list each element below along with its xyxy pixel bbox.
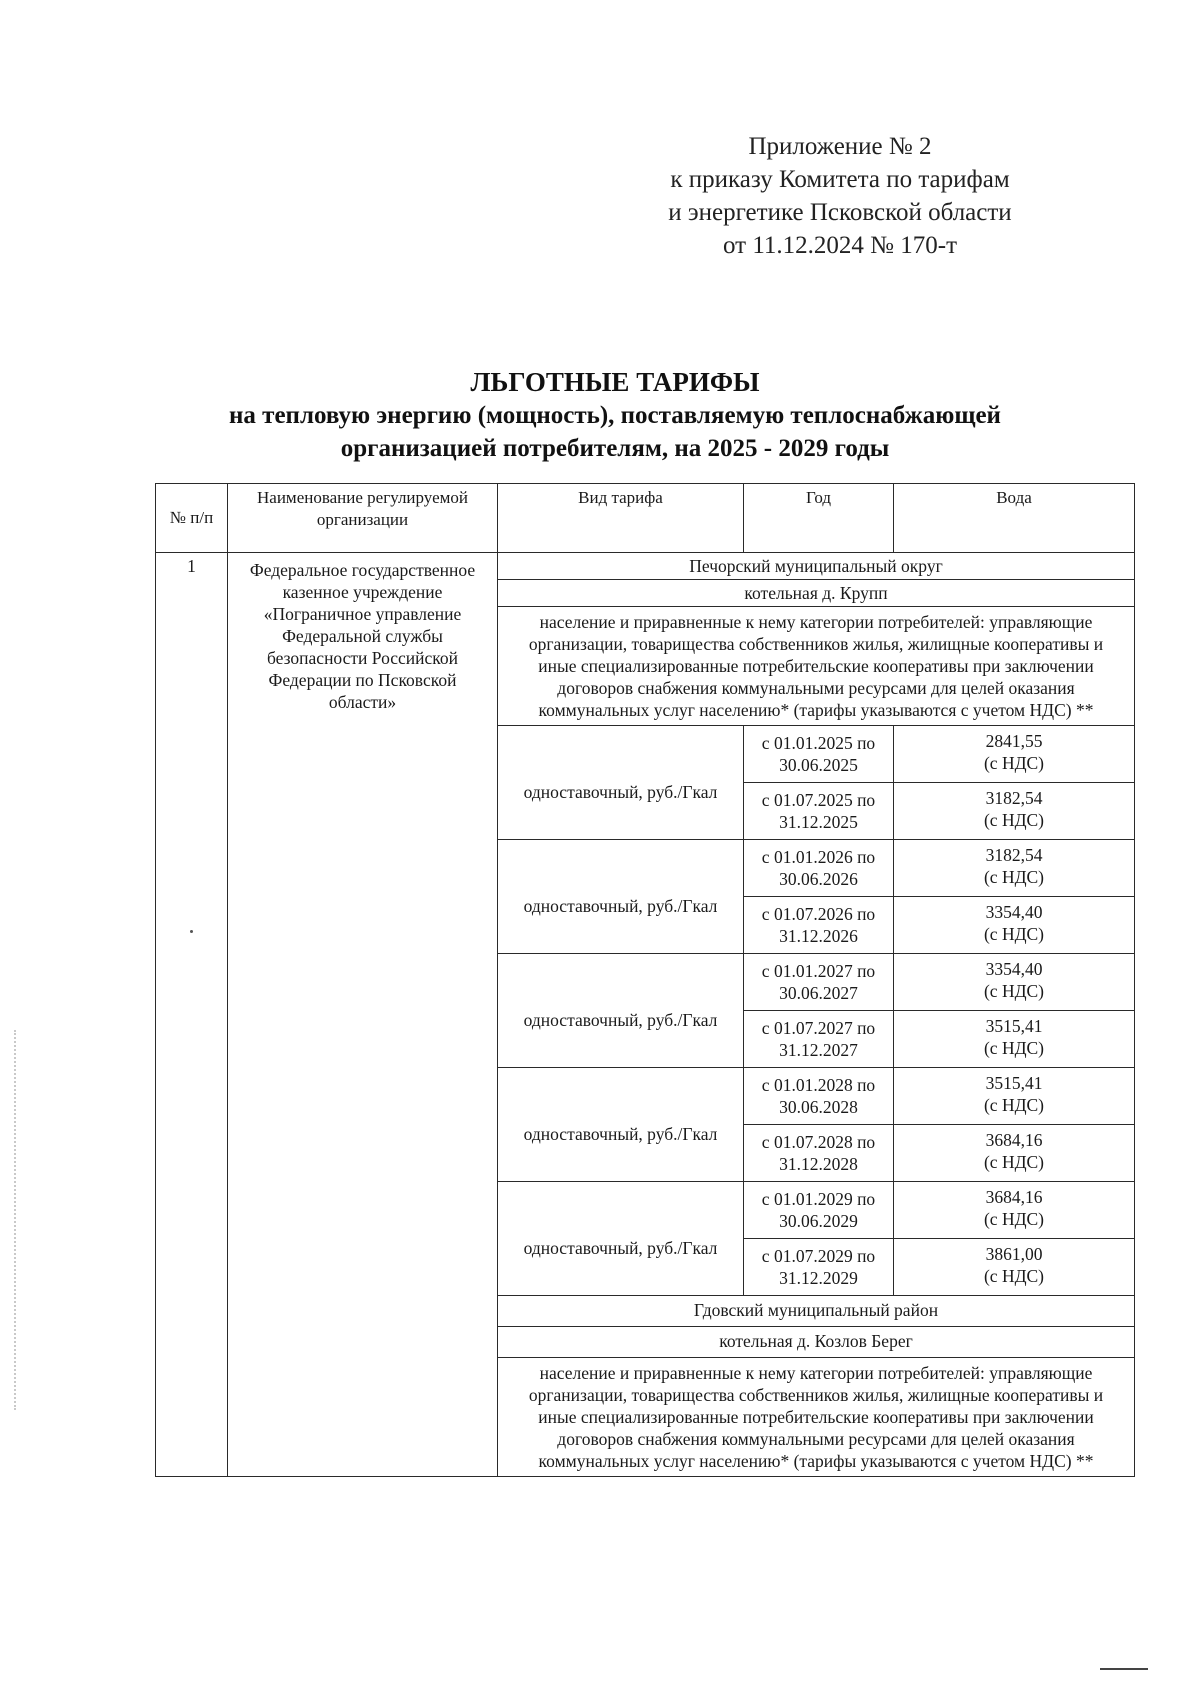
title-subtitle-2: организацией потребителям, на 2025 - 2029 годы (340, 435, 890, 462)
tariff-value-cell (894, 1125, 1135, 1182)
tariff-value-cell (894, 897, 1135, 954)
title-subtitle-1: на тепловую энергию (мощность), поставляемую теплоснабжающей (229, 402, 1001, 429)
scan-margin-artifact (14, 1030, 22, 1410)
appendix-reference (620, 130, 1060, 262)
period-cell: с 01.01.2029 по 30.06.2029 (744, 1182, 894, 1239)
header-year: Год (744, 484, 894, 553)
tariff-value-cell (894, 726, 1135, 783)
vat-note: (с НДС) (983, 1095, 1045, 1115)
consumer-category: население и приравненные к нему категории потребителей: управляющие организации, товарищества собственников жилья, жилищные кооперативы и иные специализированные потребительские кооперативы при заключении договоров снабжения коммунальными ресурсами для целей оказания коммунальных услуг населению* (тарифы указываются с учетом НДС) ** (498, 1358, 1135, 1477)
district-heading: Гдовский муниципальный район (498, 1296, 1135, 1327)
tariff-type-cell: одноставочный, руб./Гкал (498, 1068, 744, 1182)
vat-note: (с НДС) (983, 1152, 1045, 1172)
period-cell: с 01.01.2026 по 30.06.2026 (744, 840, 894, 897)
tariff-type-cell: одноставочный, руб./Гкал (498, 840, 744, 954)
period-cell: с 01.01.2025 по 30.06.2025 (744, 726, 894, 783)
tariff-value: 3515,41 (985, 1016, 1043, 1036)
vat-note: (с НДС) (983, 981, 1045, 1001)
table-header-row (156, 484, 1135, 553)
table-row (156, 553, 1135, 580)
vat-note: (с НДС) (983, 1038, 1045, 1058)
period-cell: с 01.01.2027 по 30.06.2027 (744, 954, 894, 1011)
district-heading: Печорский муниципальный округ (498, 553, 1135, 580)
tariff-value-cell (894, 954, 1135, 1011)
vat-note: (с НДС) (983, 810, 1045, 830)
tariff-value: 2841,55 (985, 731, 1043, 751)
period-cell: с 01.07.2025 по 31.12.2025 (744, 783, 894, 840)
appendix-line-4: от 11.12.2024 № 170-т (722, 232, 958, 259)
tariff-type-cell: одноставочный, руб./Гкал (498, 1182, 744, 1296)
tariff-value: 3354,40 (985, 902, 1043, 922)
tariff-value: 3182,54 (985, 845, 1043, 865)
title-main: ЛЬГОТНЫЕ ТАРИФЫ (470, 367, 760, 397)
tariff-type-cell: одноставочный, руб./Гкал (498, 954, 744, 1068)
tariff-value-cell (894, 1239, 1135, 1296)
tariff-value: 3684,16 (985, 1187, 1043, 1207)
tariff-value-cell (894, 1182, 1135, 1239)
tariff-value: 3861,00 (985, 1244, 1043, 1264)
vat-note: (с НДС) (983, 924, 1045, 944)
tariff-value: 3182,54 (985, 788, 1043, 808)
document-title (150, 365, 1080, 465)
appendix-line-1: Приложение № 2 (748, 133, 932, 160)
vat-note: (с НДС) (983, 867, 1045, 887)
boiler-heading: котельная д. Крупп (498, 580, 1135, 607)
header-tariff-type: Вид тарифа (498, 484, 744, 553)
period-cell: с 01.01.2028 по 30.06.2028 (744, 1068, 894, 1125)
tariff-value: 3354,40 (985, 959, 1043, 979)
tariff-value-cell (894, 1011, 1135, 1068)
period-cell: с 01.07.2027 по 31.12.2027 (744, 1011, 894, 1068)
consumer-category: население и приравненные к нему категории потребителей: управляющие организации, товарищества собственников жилья, жилищные кооперативы и иные специализированные потребительские кооперативы при заключении договоров снабжения коммунальными ресурсами для целей оказания коммунальных услуг населению* (тарифы указываются с учетом НДС) ** (498, 607, 1135, 726)
tariff-value-cell (894, 783, 1135, 840)
tariff-value-cell (894, 1068, 1135, 1125)
vat-note: (с НДС) (983, 753, 1045, 773)
header-water: Вода (894, 484, 1135, 553)
boiler-heading: котельная д. Козлов Берег (498, 1327, 1135, 1358)
scan-corner-mark (1100, 1668, 1148, 1670)
header-organization: Наименование регулируемой организации (228, 484, 498, 553)
header-number: № п/п (156, 484, 228, 553)
tariff-type-cell: одноставочный, руб./Гкал (498, 726, 744, 840)
period-cell: с 01.07.2029 по 31.12.2029 (744, 1239, 894, 1296)
appendix-line-2: к приказу Комитета по тарифам (670, 166, 1010, 193)
scan-dot-artifact (190, 930, 193, 933)
period-cell: с 01.07.2028 по 31.12.2028 (744, 1125, 894, 1182)
vat-note: (с НДС) (983, 1209, 1045, 1229)
appendix-line-3: и энергетике Псковской области (668, 199, 1012, 226)
organization-name: Федеральное государственное казенное учреждение «Пограничное управление Федеральной службы безопасности Российской Федерации по Псковской области» (228, 553, 498, 1477)
tariff-value: 3515,41 (985, 1073, 1043, 1093)
tariff-table (155, 483, 1135, 1477)
vat-note: (с НДС) (983, 1266, 1045, 1286)
period-cell: с 01.07.2026 по 31.12.2026 (744, 897, 894, 954)
row-number: 1 (156, 553, 228, 1477)
tariff-value: 3684,16 (985, 1130, 1043, 1150)
tariff-value-cell (894, 840, 1135, 897)
